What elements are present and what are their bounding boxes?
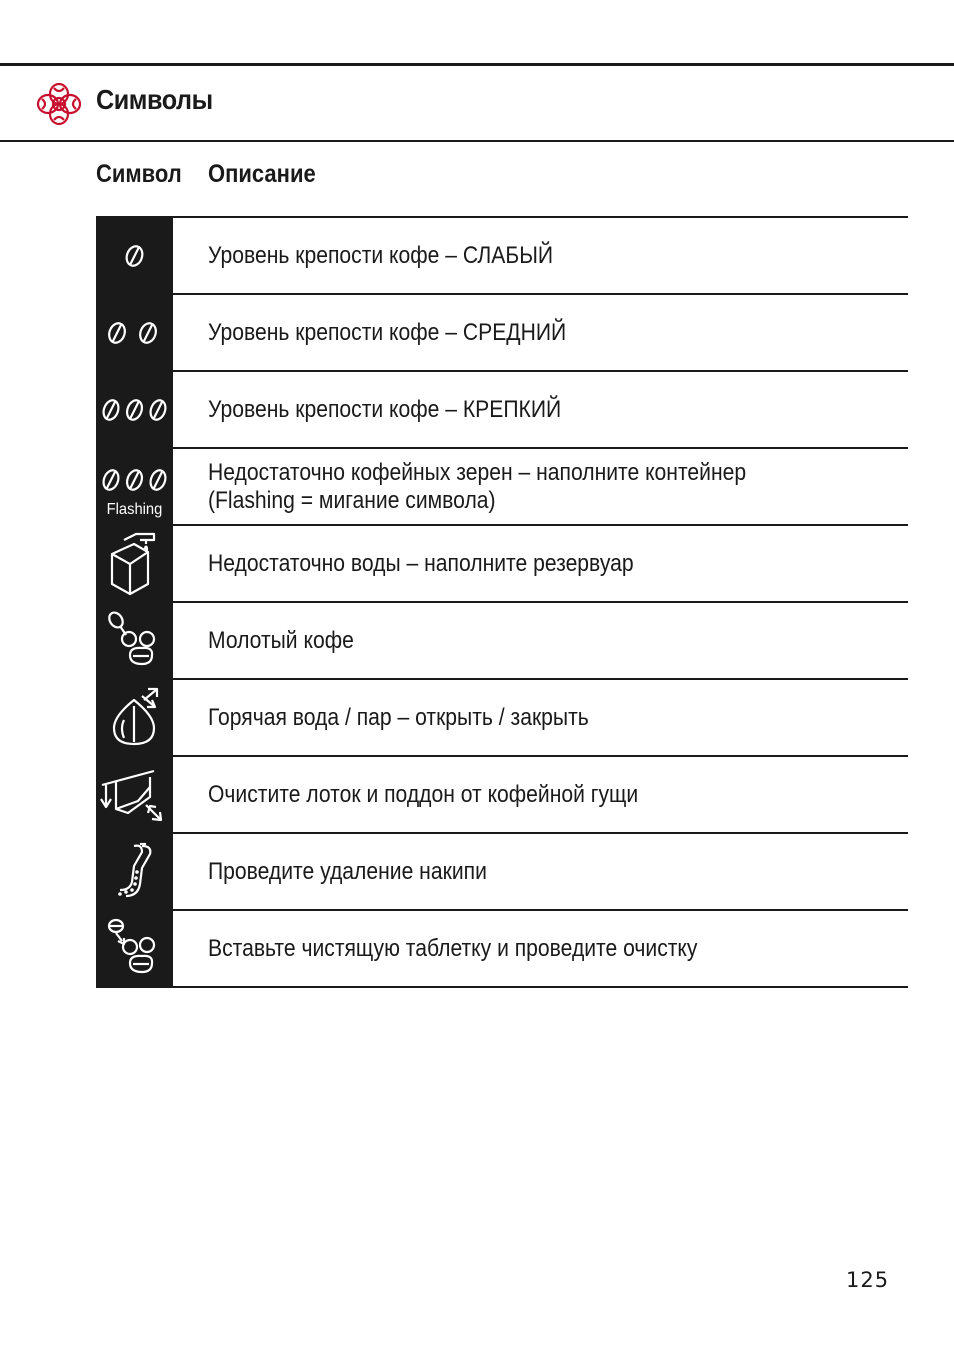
descale-icon (96, 834, 173, 909)
symbol-cell (96, 911, 173, 986)
symbol-cell (96, 680, 173, 755)
table-row (96, 447, 908, 524)
symbol-cell (96, 603, 173, 678)
bean-strong-icon (96, 372, 173, 447)
table-row (96, 755, 908, 832)
description-text: Уровень крепости кофе – КРЕПКИЙ (208, 395, 562, 423)
drip-tray-icon (96, 757, 173, 832)
flashing-label: Flashing (106, 501, 163, 518)
description-cell (208, 911, 908, 986)
symbol-cell (96, 757, 173, 832)
cleaning-tablet-icon (96, 911, 173, 986)
description-text: Молотый кофе (208, 626, 354, 654)
bean-medium-icon (96, 295, 173, 370)
section-header (0, 66, 954, 142)
page-number: 125 (846, 1268, 890, 1292)
description-text: Недостаточно кофейных зерен – наполните контейнер (208, 458, 747, 486)
description-cell (208, 449, 908, 524)
description-cell (208, 218, 908, 293)
table-row (96, 601, 908, 678)
water-tank-icon (96, 526, 173, 601)
symbol-cell (96, 372, 173, 447)
table-row (96, 909, 908, 988)
description-cell (208, 834, 908, 909)
symbol-column-header: Символ (96, 160, 182, 188)
section-title: Символы (96, 84, 213, 115)
description-cell (208, 295, 908, 370)
description-text: Уровень крепости кофе – СЛАБЫЙ (208, 241, 554, 269)
symbol-cell (96, 218, 173, 293)
column-headers (96, 160, 908, 196)
description-cell (208, 603, 908, 678)
symbol-cell (96, 834, 173, 909)
table-row (96, 293, 908, 370)
description-text: Очистите лоток и поддон от кофейной гущи (208, 780, 639, 808)
symbol-cell (96, 295, 173, 370)
description-text: Вставьте чистящую таблетку и проведите очистку (208, 934, 698, 962)
description-text: Проведите удаление накипи (208, 857, 487, 885)
description-cell (208, 757, 908, 832)
description-text: Горячая вода / пар – открыть / закрыть (208, 703, 589, 731)
bean-weak-icon (96, 218, 173, 293)
description-text: (Flashing = мигание символа) (208, 486, 496, 514)
description-cell (208, 526, 908, 601)
table-row (96, 524, 908, 601)
symbols-table (96, 216, 908, 988)
description-cell (208, 680, 908, 755)
table-row (96, 678, 908, 755)
description-text: Недостаточно воды – наполните резервуар (208, 549, 634, 577)
hot-water-steam-icon (96, 680, 173, 755)
description-column-header: Описание (208, 160, 316, 188)
coffee-beans-cluster-icon (36, 82, 82, 126)
table-row (96, 370, 908, 447)
description-text: Уровень крепости кофе – СРЕДНИЙ (208, 318, 567, 346)
description-cell (208, 372, 908, 447)
table-row (96, 832, 908, 909)
symbol-cell (96, 449, 173, 524)
table-row (96, 216, 908, 293)
symbol-cell (96, 526, 173, 601)
ground-coffee-icon (96, 603, 173, 678)
